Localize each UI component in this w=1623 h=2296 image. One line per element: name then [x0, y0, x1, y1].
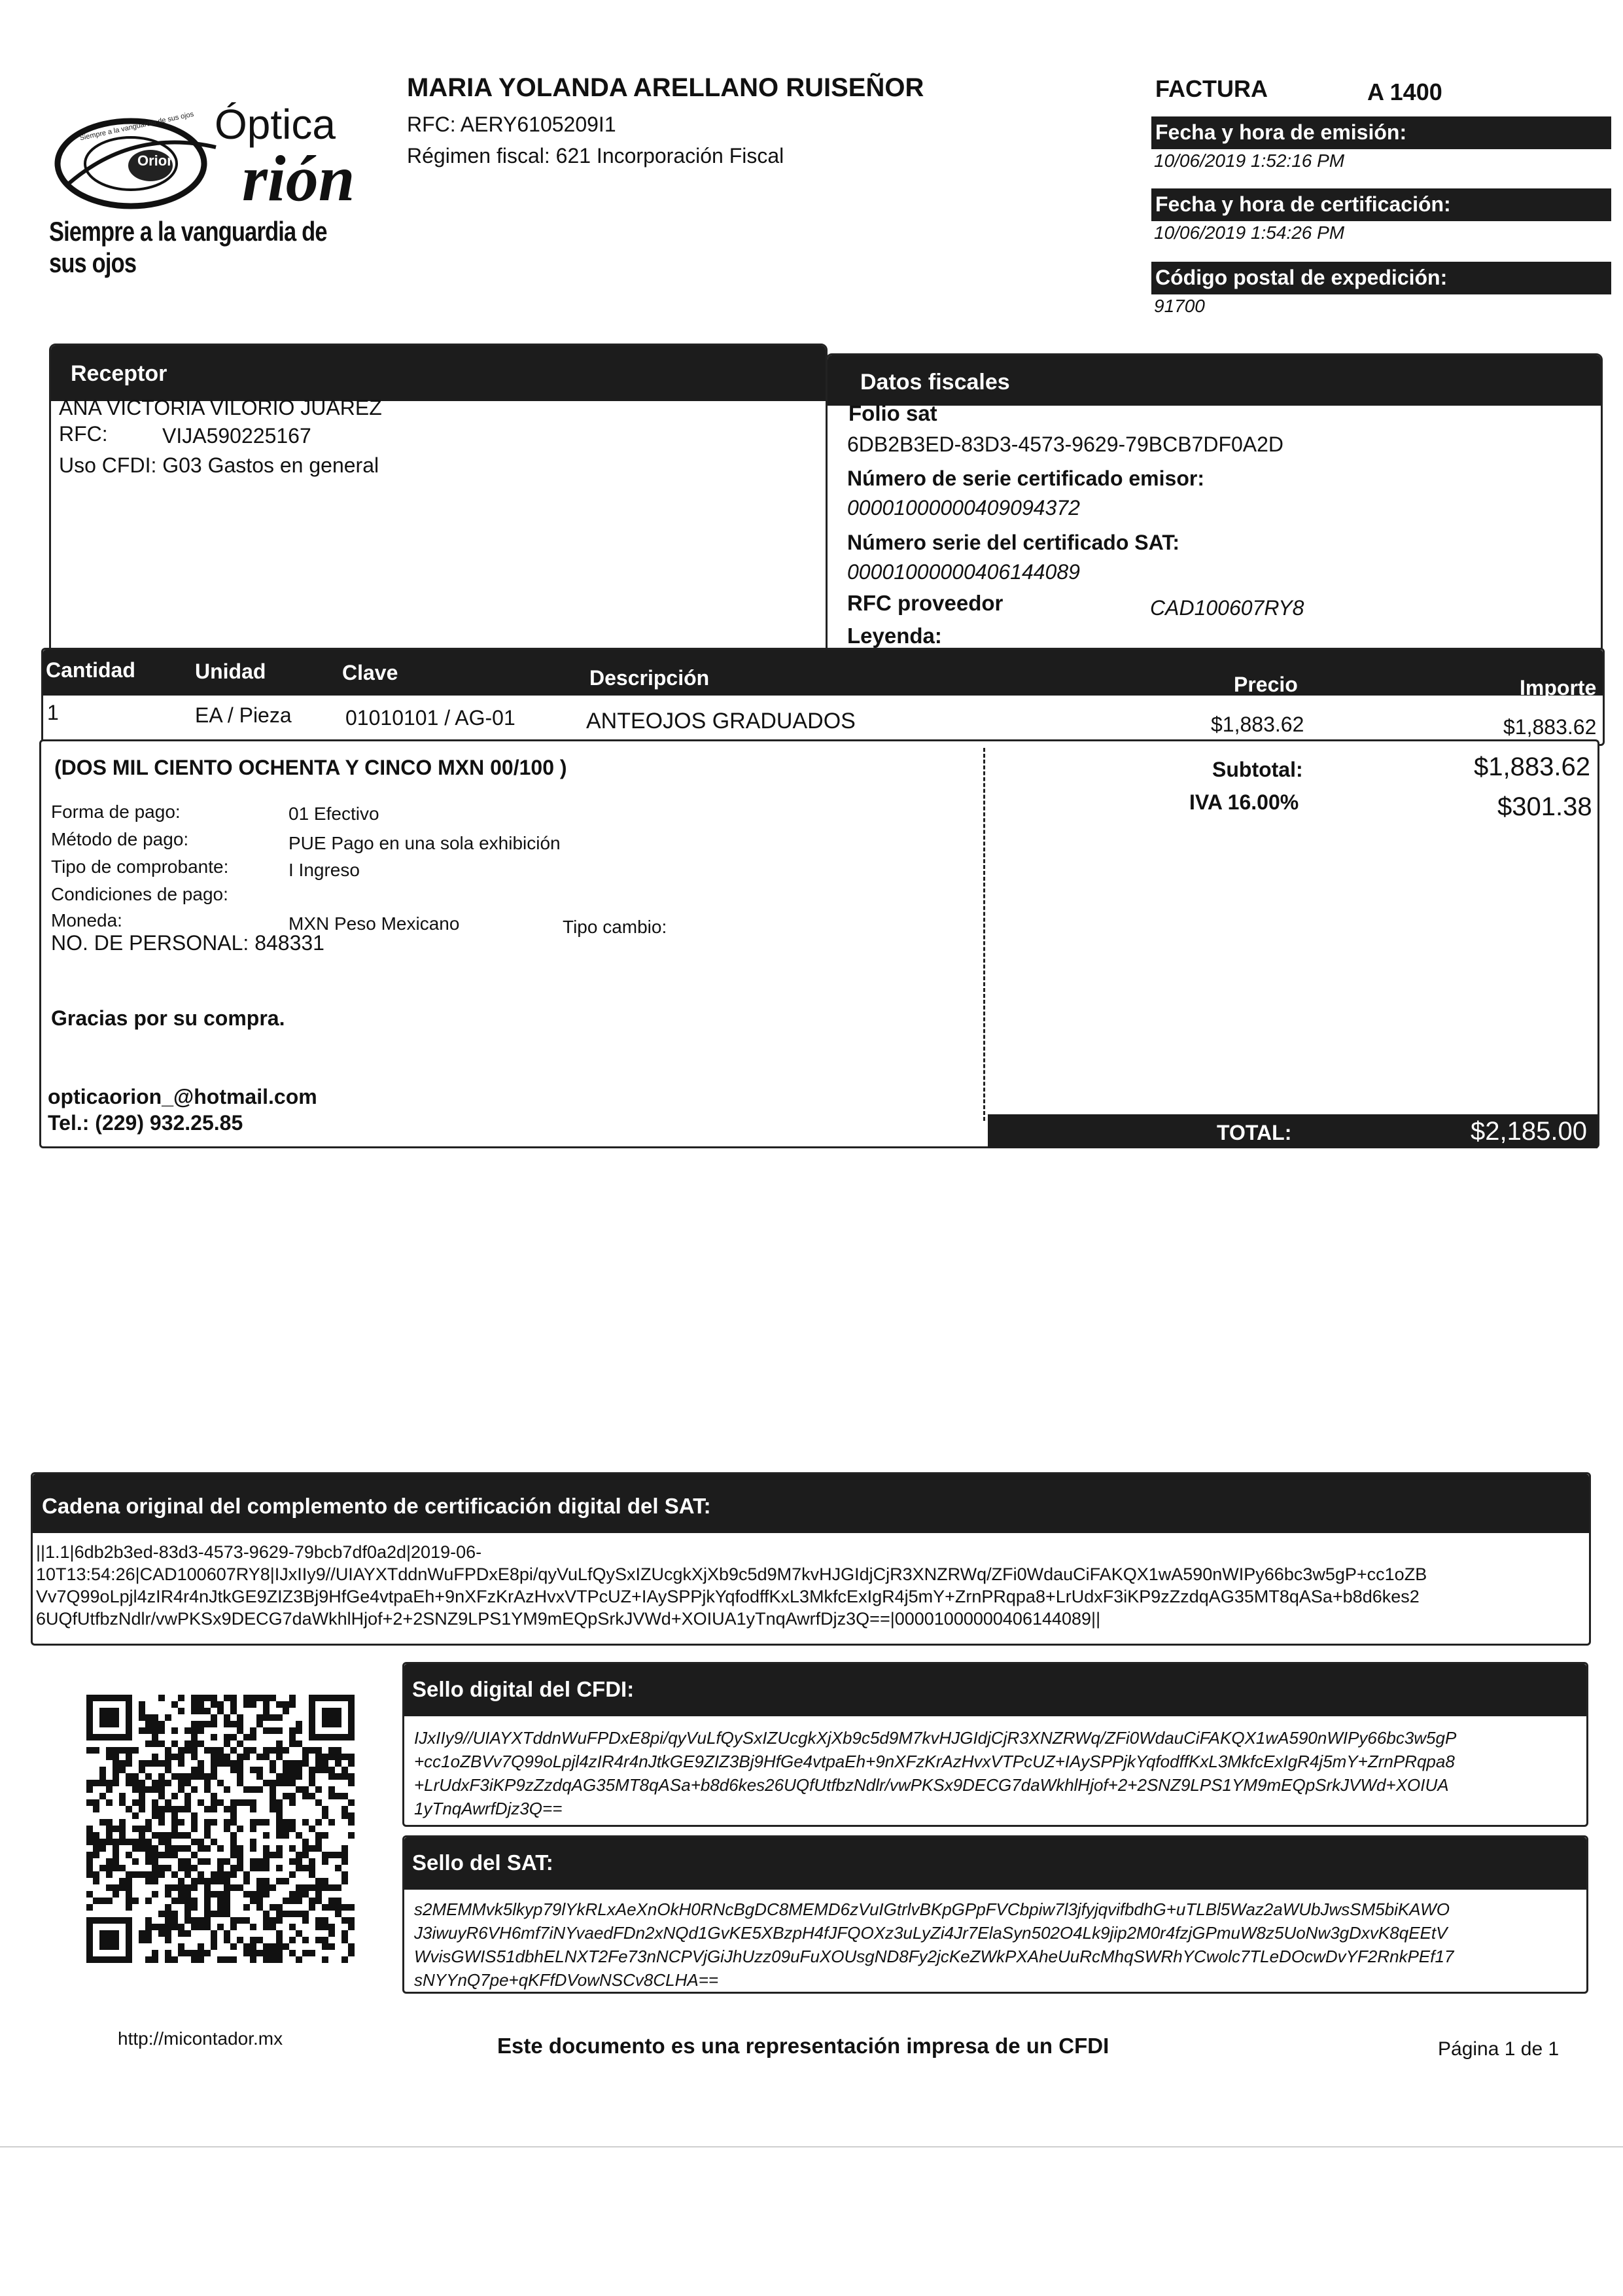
moneda-label: Moneda: [51, 910, 122, 930]
amount-words: (DOS MIL CIENTO OCHENTA Y CINCO MXN 00/100 ) [54, 756, 567, 779]
sello-cfdi-box [402, 1662, 1588, 1827]
cert-label: Fecha y hora de certificación: [1151, 188, 1611, 221]
col-unidad: Unidad [195, 660, 266, 683]
row-descripcion: ANTEOJOS GRADUADOS [586, 709, 856, 733]
col-descripcion: Descripción [589, 666, 710, 690]
col-importe: Importe [1520, 676, 1597, 699]
page-bottom-rule [0, 2146, 1623, 2147]
summary-divider [983, 748, 985, 1121]
sello-cfdi-line-4: 1yTnqAwrfDjz3Q== [414, 1799, 563, 1818]
tel: Tel.: (229) 932.25.85 [48, 1111, 243, 1135]
footer-url[interactable]: http://micontador.mx [118, 2028, 283, 2049]
col-precio: Precio [1234, 673, 1298, 696]
folio-label: Folio sat [848, 401, 937, 425]
sello-sat-line-4: sNYYnQ7pe+qKFfDVowNSCv8CLHA== [414, 1970, 719, 1990]
serie-emisor-label: Número de serie certificado emisor: [847, 467, 1204, 490]
rfc-prov-label: RFC proveedor [847, 591, 1003, 615]
fiscal-header-label: Datos fiscales [860, 370, 1010, 395]
logo-badge: Orion [137, 152, 176, 169]
receptor-header [51, 345, 826, 401]
footer-page: Página 1 de 1 [1438, 2038, 1560, 2060]
invoice-label: FACTURA [1155, 75, 1268, 102]
forma-pago-label: Forma de pago: [51, 802, 181, 822]
cadena-line-1: ||1.1|6db2b3ed-83d3-4573-9629-79bcb7df0a2d|2019-06- [36, 1542, 482, 1562]
metodo-pago-label: Método de pago: [51, 829, 189, 849]
items-table [41, 648, 1605, 746]
row-unidad: EA / Pieza [195, 703, 292, 727]
subtotal-value: $1,883.62 [1474, 752, 1590, 781]
col-clave: Clave [342, 661, 398, 684]
email: opticaorion_@hotmail.com [48, 1085, 317, 1108]
cadena-box [31, 1472, 1591, 1646]
row-clave: 01010101 / AG-01 [345, 706, 515, 730]
receptor-name: ANA VICTORIA VILORIO JUAREZ [59, 396, 382, 419]
metodo-pago-value: PUE Pago en una sola exhibición [288, 833, 561, 853]
iva-value: $301.38 [1497, 792, 1592, 821]
cadena-text [36, 1541, 1427, 1630]
fiscal-box [826, 353, 1603, 666]
receptor-header-label: Receptor [71, 361, 167, 386]
sello-cfdi-line-3: +LrUdxF3iKP9zZzdqAG35MT8qASa+b8d6kes26UQfUtfbzNdlr/vwPKSx9DECG7daWkhlHjof+2+2SNZ9LPS1YM9mEQpSrkJVWd+XOIUA [414, 1775, 1449, 1795]
receptor-rfc-value: VIJA590225167 [162, 424, 311, 448]
rfc-prov-value: CAD100607RY8 [1150, 596, 1304, 620]
cadena-header-label: Cadena original del complemento de certificación digital del SAT: [42, 1494, 711, 1518]
moneda-value: MXN Peso Mexicano [288, 913, 460, 934]
logo-tagline: Siempre a la vanguardia de sus ojos [49, 216, 327, 278]
sello-sat-line-1: s2MEMMvk5lkyp79lYkRLxAeXnOkH0RNcBgDC8MEMD6zVuIGtrlvBKpGPpFVCbpiw7l3jfyjqvifbdhG+uTLBl5Waz2aWUbJwsSM5biKAWO [414, 1899, 1450, 1919]
row-precio: $1,883.62 [1211, 713, 1304, 736]
subtotal-label: Subtotal: [1212, 758, 1303, 781]
leyenda-label: Leyenda: [847, 624, 942, 648]
folio-value: 6DB2B3ED-83D3-4573-9629-79BCB7DF0A2D [847, 433, 1284, 456]
logo-brand-top: Óptica [215, 101, 336, 148]
zip-label: Código postal de expedición: [1151, 262, 1611, 294]
iva-label: IVA 16.00% [1189, 790, 1299, 814]
issuer-name: MARIA YOLANDA ARELLANO RUISEÑOR [407, 73, 924, 102]
condiciones-label: Condiciones de pago: [51, 884, 228, 904]
logo-arc-text: Siempre a la vanguardia de sus ojos [79, 110, 195, 143]
emission-value: 10/06/2019 1:52:16 PM [1154, 150, 1345, 171]
total-label: TOTAL: [1217, 1121, 1292, 1144]
sello-cfdi-line-2: +cc1oZBVv7Q99oLpjl4zIR4r4nJtkGE9ZIZ3Bj9HfGe4vtpaEh+9nXFzKrAzHvxVTPcUZ+IAySPPjkYqfodffKxL3MkfcExIgR4j5mY+ZrnPRqpa8 [414, 1752, 1455, 1771]
sello-sat-header-label: Sello del SAT: [412, 1850, 553, 1875]
cadena-line-3: Vv7Q99oLpjl4zIR4r4nJtkGE9ZIZ3Bj9HfGe4vtpaEh+9nXFzKrAzHvxVTPcUZ+IAySPPjkYqfodffKxL3MkfcExIgR4j5mY+ZrnPRqpa8+LrUdxF3iKP9zZzdqAG35MT8qASa+b8d6kes2 [36, 1587, 1420, 1606]
row-cantidad: 1 [47, 701, 59, 724]
items-header [43, 650, 1603, 699]
forma-pago-value: 01 Efectivo [288, 804, 379, 824]
logo [46, 95, 399, 278]
sello-sat-line-3: WvisGWIS51dbhELNXT2Fe73nNCPVjGiJhUzz09uFuXOUsgND8Fy2jcKeZWkPXAheUuRcMhqSWRhYCwolc7TLeDOcwDvYF2RnkPEf17 [414, 1947, 1454, 1966]
sello-cfdi-text [414, 1726, 1456, 1820]
sello-sat-text [414, 1898, 1454, 1992]
cadena-line-4: 6UQfUtfbzNdlr/vwPKSx9DECG7daWkhlHjof+2+2SNZ9LPS1YM9mEQpSrkJVWd+XOIUA1yTnqAwrfDjz3Q==|00001000000406144089|| [36, 1609, 1101, 1629]
sello-sat-box [402, 1835, 1588, 1994]
footer-note: Este documento es una representación impresa de un CFDI [497, 2034, 1109, 2058]
tipo-comp-value: I Ingreso [288, 860, 360, 880]
sello-cfdi-line-1: IJxIIy9//UIAYXTddnWuFPDxE8pi/qyVuLfQySxIZUcgkXjXb9c5d9M7kvHJGIdjCjR3XNZRWq/ZFi0WdauCiFAKQX1wA590nWIPy66bc3w5gP [414, 1728, 1457, 1748]
sello-sat-header [404, 1837, 1586, 1890]
logo-brand-bottom: rión [242, 142, 355, 215]
total-bar [988, 1114, 1597, 1148]
table-row [43, 696, 1603, 745]
sello-sat-line-2: J3iwuyR6VH6mf7iNYvaedFDn2xNQd1GvKE5XBzpH4fJFQOXz3uLyZi4Jr7ElaSyn502O4Lk9jip2M0r4fzjGPmuW8z5UoNw3gDxvK8qEEtV [414, 1923, 1448, 1943]
issuer-regimen: Régimen fiscal: 621 Incorporación Fiscal [407, 144, 784, 168]
row-importe: $1,883.62 [1503, 715, 1597, 739]
zip-value: 91700 [1154, 296, 1205, 316]
qr-code-icon [86, 1695, 355, 1963]
col-cantidad: Cantidad [46, 658, 135, 682]
summary-box [39, 739, 1599, 1148]
tipo-cambio-label: Tipo cambio: [563, 917, 667, 937]
receptor-box [49, 344, 828, 654]
issuer-rfc: RFC: AERY6105209I1 [407, 113, 616, 136]
emission-label: Fecha y hora de emisión: [1151, 116, 1611, 149]
sello-cfdi-header [404, 1664, 1586, 1716]
fiscal-header [828, 355, 1601, 406]
cadena-line-2: 10T13:54:26|CAD100607RY8|IJxIIy9//UIAYXTddnWuFPDxE8pi/qyVuLfQySxIZUcgkXjXb9c5d9M7kvHJGIdjCjR3XNZRWq/ZFi0WdauCiFAKQX1wA590nWIPy66bc3w5gP+cc1oZB [36, 1564, 1427, 1584]
tipo-comp-label: Tipo de comprobante: [51, 857, 229, 877]
personal: NO. DE PERSONAL: 848331 [51, 931, 324, 955]
serie-emisor-value: 00001000000409094372 [847, 496, 1080, 520]
invoice-number: A 1400 [1367, 79, 1442, 105]
serie-sat-label: Número serie del certificado SAT: [847, 531, 1179, 554]
cadena-header [33, 1474, 1589, 1533]
total-value: $2,185.00 [1471, 1117, 1587, 1146]
cert-value: 10/06/2019 1:54:26 PM [1154, 222, 1345, 243]
serie-sat-value: 00001000000406144089 [847, 560, 1080, 584]
receptor-rfc-label: RFC: [59, 422, 108, 446]
thanks: Gracias por su compra. [51, 1006, 285, 1030]
sello-cfdi-header-label: Sello digital del CFDI: [412, 1677, 635, 1701]
receptor-uso-cfdi: Uso CFDI: G03 Gastos en general [59, 453, 379, 477]
